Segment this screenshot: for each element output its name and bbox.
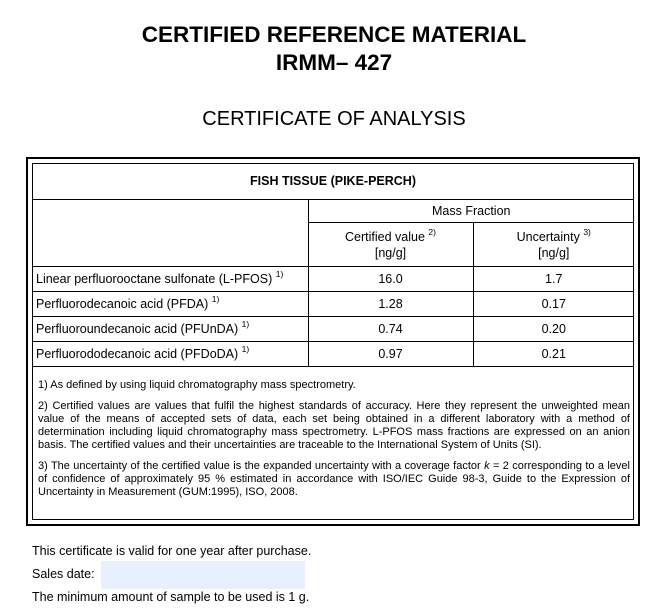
sales-date-field[interactable]	[101, 561, 305, 589]
minimum-sample-statement: The minimum amount of sample to be used is 1 g.	[32, 590, 310, 604]
footnote-2: 2) Certified values are values that fulfil the highest standards of accuracy. Here they represent the unweighted mean value of the means of accepted sets of data, each set being obtained in a different laboratory with a method of determination including liquid chromatography mass spectrometry. L-PFOS mass fractions are expressed on an anion basis. The certified values and their uncertainties are traceable to the International System of Units (SI).	[38, 400, 630, 451]
certified-value-label: Certified value	[345, 229, 425, 244]
footnotes	[38, 379, 630, 507]
analyte-cell	[32, 317, 308, 342]
uncertainty-cell: 1.7	[473, 267, 634, 292]
analyte-name: Perfluoroundecanoic acid (PFUnDA)	[36, 322, 239, 336]
certificate-title: CERTIFIED REFERENCE MATERIAL	[141, 22, 527, 47]
certified-value-note: 2)	[428, 226, 436, 237]
uncertainty-label: Uncertainty	[516, 229, 580, 244]
table-row	[32, 267, 634, 292]
table-row	[32, 317, 634, 342]
analyte-note: 1)	[241, 319, 250, 329]
analyte-note: 1)	[211, 294, 220, 304]
table-title: FISH TISSUE (PIKE-PERCH)	[32, 163, 634, 200]
analyte-cell	[32, 267, 308, 292]
analyte-name: Perfluorododecanoic acid (PFDoDA)	[36, 347, 239, 361]
certified-value-cell: 16.0	[308, 267, 473, 292]
uncertainty-note: 3)	[583, 226, 591, 237]
analyte-cell	[32, 292, 308, 317]
certified-value-cell: 1.28	[308, 292, 473, 317]
analyte-note: 1)	[241, 344, 250, 354]
coverage-factor-symbol: k	[484, 460, 490, 472]
empty-header-cell	[32, 200, 308, 267]
analyte-name: Perfluorodecanoic acid (PFDA)	[36, 297, 209, 311]
certified-value-cell: 0.97	[308, 342, 473, 367]
analyte-note: 1)	[275, 269, 284, 279]
footnote-3	[38, 460, 630, 499]
validity-statement: This certificate is valid for one year after purchase.	[32, 544, 312, 558]
sales-date-label: Sales date:	[32, 567, 95, 581]
certificate-subtitle: CERTIFICATE OF ANALYSIS	[202, 108, 466, 130]
analyte-cell	[32, 342, 308, 367]
uncertainty-cell: 0.17	[473, 292, 634, 317]
mass-fraction-header: Mass Fraction	[308, 200, 634, 223]
footnote-3-part1: 3) The uncertainty of the certified value is the expanded uncertainty with a coverage factor	[38, 460, 485, 472]
certified-value-unit: [ng/g]	[374, 245, 407, 260]
uncertainty-cell: 0.21	[473, 342, 634, 367]
certified-value-header	[308, 223, 473, 267]
uncertainty-cell: 0.20	[473, 317, 634, 342]
uncertainty-unit: [ng/g]	[538, 245, 570, 260]
footnote-3-part2: = 2 corresponding to a level of confidence of approximately 95 % estimated in accordance with ISO/IEC Guide 98-3, Guide to the Expression of Uncertainty in Measurement (GUM:1995), ISO, 2008.	[38, 460, 630, 498]
mass-fraction-table	[32, 163, 634, 367]
certified-value-cell: 0.74	[308, 317, 473, 342]
material-code: IRMM– 427	[275, 50, 393, 75]
table-row	[32, 292, 634, 317]
footnote-1: 1) As defined by using liquid chromatography mass spectrometry.	[38, 379, 356, 391]
uncertainty-header	[473, 223, 634, 267]
table-row	[32, 342, 634, 367]
analyte-name: Linear perfluorooctane sulfonate (L-PFOS)	[36, 272, 273, 286]
